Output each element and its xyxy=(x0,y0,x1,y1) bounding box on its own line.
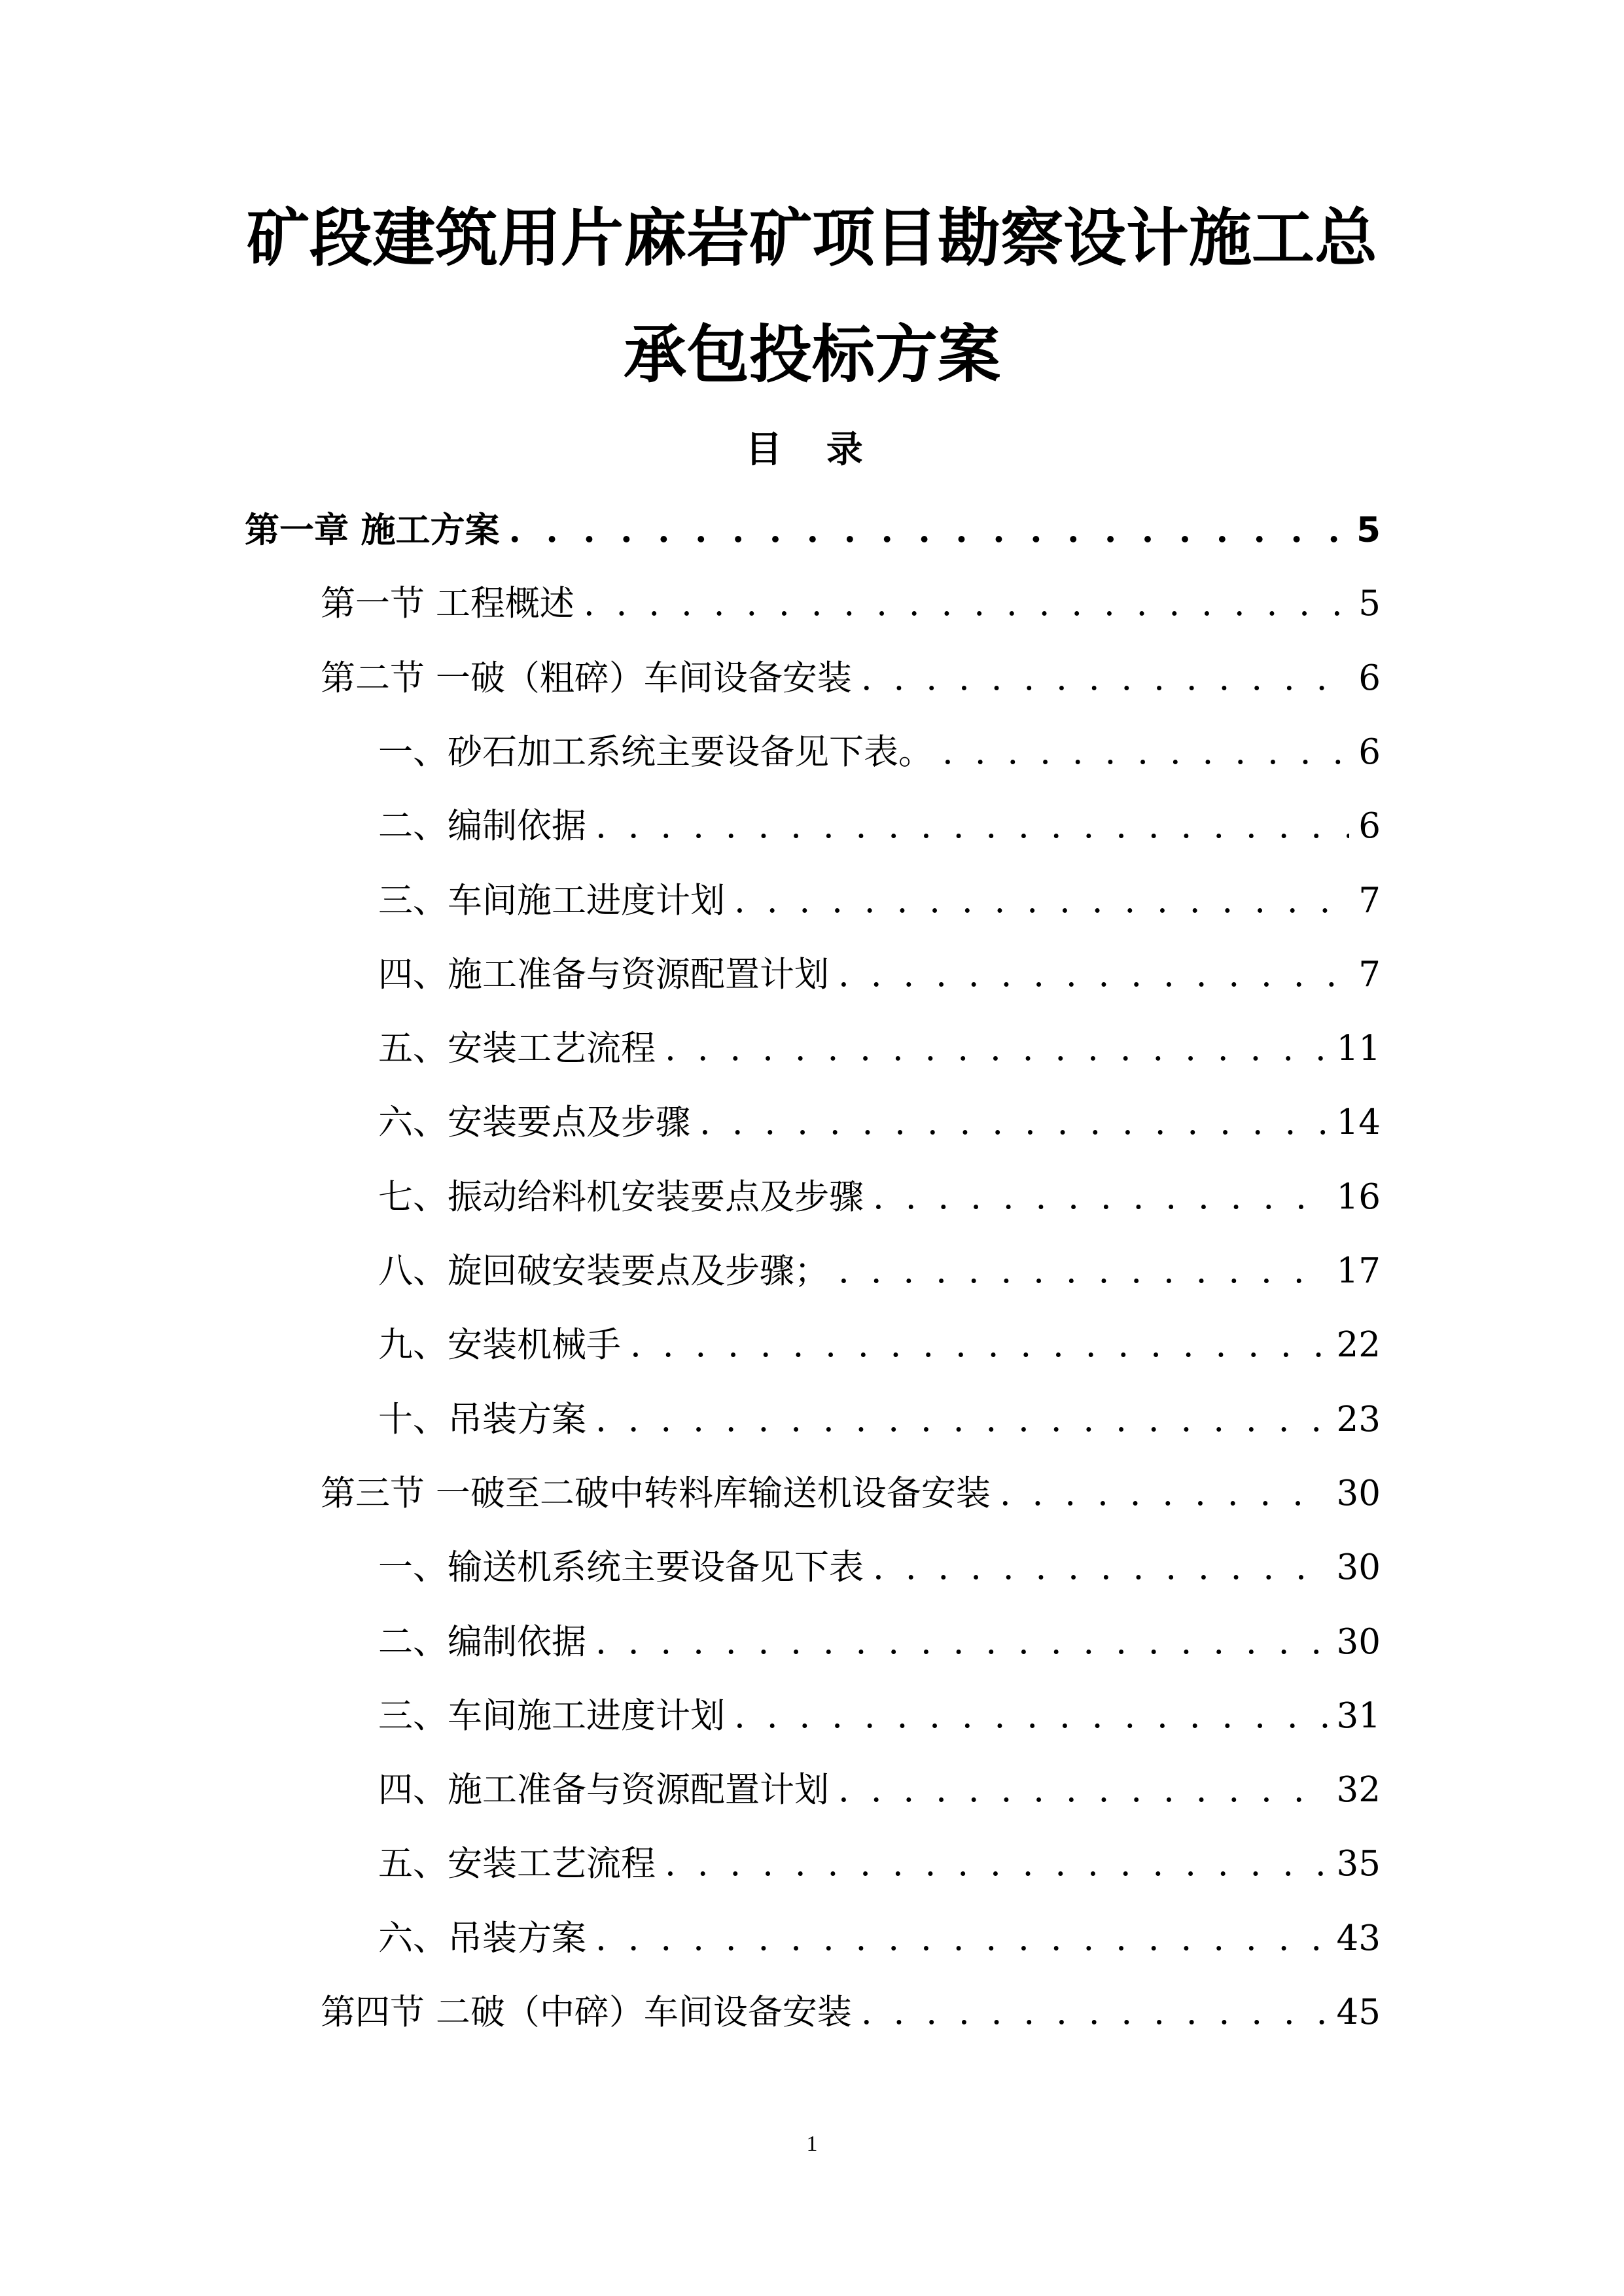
toc-entry-page: 7 xyxy=(1358,881,1381,921)
toc-entry-page: 17 xyxy=(1336,1251,1381,1291)
toc-leader-dots xyxy=(595,1616,1328,1669)
toc-entry[interactable] xyxy=(378,1171,1381,1224)
document-title-line-2: 承包投标方案 xyxy=(624,318,1000,391)
toc-entry[interactable] xyxy=(378,1097,1381,1149)
toc-leader-dots xyxy=(595,1394,1328,1446)
page-number: 1 xyxy=(806,2132,818,2156)
toc-entry-page: 31 xyxy=(1336,1696,1381,1736)
toc-entry[interactable] xyxy=(378,1023,1381,1075)
toc-entry-label: 五、安装工艺流程 xyxy=(378,1029,656,1069)
toc-entry[interactable] xyxy=(378,800,1381,853)
toc-leader-dots xyxy=(861,1987,1328,2039)
toc-entry-page: 30 xyxy=(1336,1474,1381,1513)
toc-entry-label: 第三节 一破至二破中转料库输送机设备安装 xyxy=(321,1474,991,1513)
toc-heading: 目 录 xyxy=(745,429,879,471)
toc-entry-label: 第四节 二破（中碎）车间设备安装 xyxy=(321,1992,852,2032)
toc-leader-dots xyxy=(584,578,1349,630)
toc-entry[interactable] xyxy=(378,949,1381,1001)
toc-entry-page: 32 xyxy=(1336,1770,1381,1810)
toc-entry-label: 一、砂石加工系统主要设备见下表。 xyxy=(378,732,933,772)
toc-entry-page: 6 xyxy=(1358,732,1381,772)
toc-leader-dots xyxy=(734,875,1349,927)
toc-entry-page: 22 xyxy=(1336,1325,1381,1365)
toc-entry-page: 11 xyxy=(1336,1029,1381,1069)
toc-entry[interactable] xyxy=(321,1987,1381,2039)
toc-entry-label: 二、编制依据 xyxy=(378,806,586,846)
toc-entry[interactable] xyxy=(378,1319,1381,1371)
toc-entry-page: 30 xyxy=(1336,1547,1381,1587)
toc-entry[interactable] xyxy=(378,875,1381,927)
toc-entry-page: 6 xyxy=(1358,658,1381,698)
toc-entry-page: 35 xyxy=(1336,1844,1381,1884)
toc-entry-page: 30 xyxy=(1336,1622,1381,1662)
toc-entry-label: 三、车间施工进度计划 xyxy=(378,881,725,921)
toc-entry-label: 二、编制依据 xyxy=(378,1622,586,1662)
toc-entry[interactable] xyxy=(378,1838,1381,1890)
toc-leader-dots xyxy=(942,726,1349,779)
toc-leader-dots xyxy=(595,1913,1328,1965)
toc-leader-dots xyxy=(734,1690,1328,1742)
document-title-line-1: 矿段建筑用片麻岩矿项目勘察设计施工总 xyxy=(247,202,1377,275)
toc-entry-label: 六、吊装方案 xyxy=(378,1918,586,1958)
toc-entry-page: 6 xyxy=(1358,806,1381,846)
toc-entry[interactable] xyxy=(378,1616,1381,1669)
toc-entry-label: 十、吊装方案 xyxy=(378,1400,586,1439)
toc-entry[interactable] xyxy=(378,1913,1381,1965)
toc-entry[interactable] xyxy=(321,1468,1381,1520)
toc-entry-label: 五、安装工艺流程 xyxy=(378,1844,656,1884)
toc-leader-dots xyxy=(665,1838,1328,1890)
toc-entry-page: 5 xyxy=(1358,584,1381,624)
toc-entry-label: 八、旋回破安装要点及步骤； xyxy=(378,1251,829,1291)
toc-leader-dots xyxy=(873,1542,1328,1594)
toc-entry-label: 四、施工准备与资源配置计划 xyxy=(378,955,829,995)
toc-leader-dots xyxy=(699,1097,1328,1149)
toc-leader-dots xyxy=(630,1319,1328,1371)
toc-entry-label: 四、施工准备与资源配置计划 xyxy=(378,1770,829,1810)
toc-leader-dots xyxy=(861,652,1349,705)
toc-entry[interactable] xyxy=(321,578,1381,630)
toc-leader-dots xyxy=(838,949,1349,1001)
toc-entry-label: 第一章 施工方案 xyxy=(245,510,500,550)
toc-entry-page: 23 xyxy=(1336,1400,1381,1439)
toc-leader-dots xyxy=(665,1023,1328,1075)
toc-leader-dots xyxy=(838,1245,1328,1298)
toc-entry-label: 六、安装要点及步骤 xyxy=(378,1103,690,1142)
toc-entry-label: 三、车间施工进度计划 xyxy=(378,1696,725,1736)
toc-entry-label: 第一节 工程概述 xyxy=(321,584,574,624)
toc-entry-page: 7 xyxy=(1358,955,1381,995)
toc-entry[interactable] xyxy=(378,1690,1381,1742)
toc-entry[interactable] xyxy=(378,1764,1381,1816)
toc-entry[interactable] xyxy=(378,1245,1381,1298)
toc-entry-label: 七、振动给料机安装要点及步骤 xyxy=(378,1177,864,1217)
toc-entry-page: 45 xyxy=(1336,1992,1381,2032)
toc-entry[interactable] xyxy=(378,1394,1381,1446)
toc-entry[interactable] xyxy=(378,1542,1381,1594)
toc-entry-label: 第二节 一破（粗碎）车间设备安装 xyxy=(321,658,852,698)
toc-entry-page: 5 xyxy=(1356,510,1381,550)
toc-entry-label: 一、输送机系统主要设备见下表 xyxy=(378,1547,864,1587)
toc-entry-page: 43 xyxy=(1336,1918,1381,1958)
toc-leader-dots xyxy=(838,1764,1328,1816)
toc-leader-dots xyxy=(873,1171,1328,1224)
toc-entry-page: 14 xyxy=(1336,1103,1381,1142)
toc-leader-dots xyxy=(1000,1468,1328,1520)
toc-entry[interactable] xyxy=(378,726,1381,779)
toc-entry[interactable] xyxy=(245,504,1381,556)
toc-entry-page: 16 xyxy=(1336,1177,1381,1217)
toc-entry[interactable] xyxy=(321,652,1381,705)
toc-entry-label: 九、安装机械手 xyxy=(378,1325,621,1365)
toc-leader-dots xyxy=(595,800,1349,853)
toc-leader-dots xyxy=(508,504,1347,556)
